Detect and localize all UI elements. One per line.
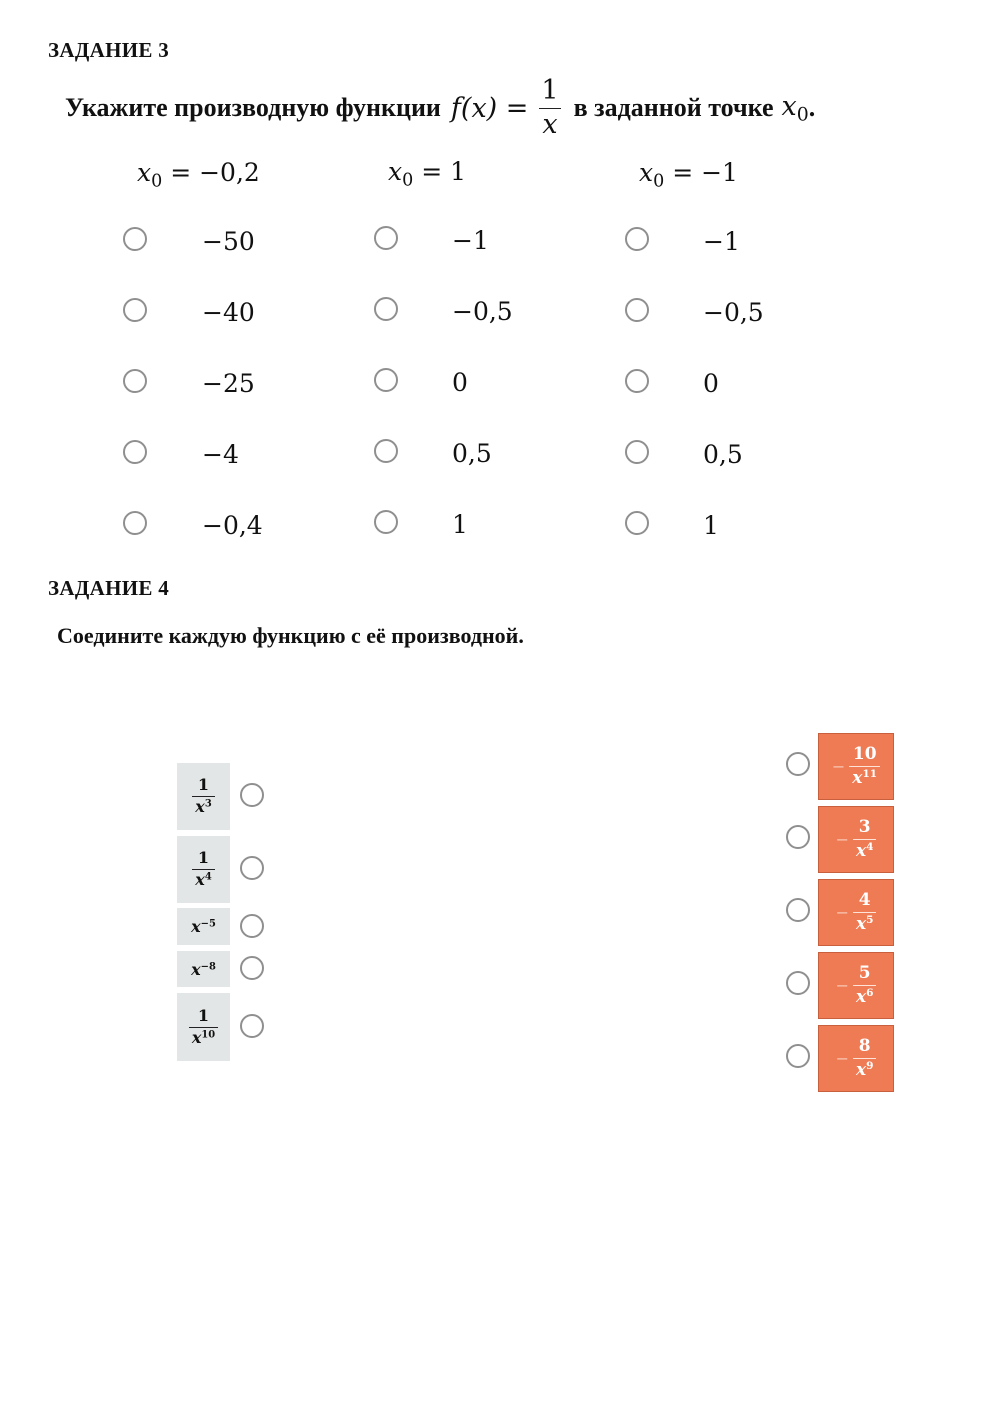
right-item-1[interactable]: − $\frac{10}{x^{11}}$ [818,733,894,800]
right-item-2[interactable]: − $\frac{3}{x^4}$ [818,806,894,873]
option-col3-4: 0,5 [703,440,743,469]
radio-col3-opt1[interactable] [625,227,649,251]
function-lhs: f(x) = [450,92,529,124]
column-header-1: $x_0 = -0,2$ [137,158,260,192]
left-item-3[interactable]: $x^{-5}$ [177,908,230,945]
column-header-3: $x_0 = -1$ [639,158,738,192]
radio-col2-opt5[interactable] [374,510,398,534]
radio-col2-opt1[interactable] [374,226,398,250]
function-denominator: x [539,108,560,139]
function-numerator: 1 [541,75,559,107]
radio-col1-opt2[interactable] [123,298,147,322]
radio-left-5[interactable] [240,1014,264,1038]
option-col1-4: −4 [202,440,239,469]
radio-right-3[interactable] [786,898,810,922]
radio-left-2[interactable] [240,856,264,880]
option-col1-3: −25 [202,369,255,398]
option-col2-1: −1 [452,226,489,255]
option-col2-4: 0,5 [452,439,492,468]
task4-prompt: Соедините каждую функцию с её производной. [57,623,524,648]
radio-col1-opt5[interactable] [123,511,147,535]
left-item-2[interactable]: $\frac{1}{x^4}$ [177,836,230,903]
option-col3-3: 0 [703,369,719,398]
task3-prompt-after: в заданной точке [573,93,774,122]
point-var: x [781,90,797,122]
radio-col3-opt4[interactable] [625,440,649,464]
radio-left-4[interactable] [240,956,264,980]
right-item-5[interactable]: − $\frac{8}{x^9}$ [818,1025,894,1092]
point-sub: 0 [796,103,809,126]
right-item-4[interactable]: − $\frac{5}{x^6}$ [818,952,894,1019]
option-col3-5: 1 [703,511,719,540]
radio-right-5[interactable] [786,1044,810,1068]
radio-col1-opt1[interactable] [123,227,147,251]
left-item-5[interactable]: $\frac{1}{x^{10}}$ [177,993,230,1061]
radio-left-3[interactable] [240,914,264,938]
left-item-1[interactable]: $\frac{1}{x^3}$ [177,763,230,830]
radio-col3-opt2[interactable] [625,298,649,322]
option-col1-1: −50 [202,227,255,256]
radio-right-4[interactable] [786,971,810,995]
radio-right-1[interactable] [786,752,810,776]
option-col3-2: −0,5 [703,298,764,327]
task3-heading: ЗАДАНИЕ 3 [48,38,169,62]
column-header-2: $x_0 = 1$ [388,157,467,191]
option-col2-2: −0,5 [452,297,513,326]
task3-prompt [65,68,815,148]
radio-col2-opt3[interactable] [374,368,398,392]
task3-prompt-before: Укажите производную функции [65,93,441,122]
option-col1-5: −0,4 [202,511,263,540]
radio-col2-opt2[interactable] [374,297,398,321]
radio-left-1[interactable] [240,783,264,807]
right-item-3[interactable]: − $\frac{4}{x^5}$ [818,879,894,946]
radio-col1-opt3[interactable] [123,369,147,393]
task3-period: . [808,93,816,122]
option-col1-2: −40 [202,298,255,327]
left-item-4[interactable]: $x^{-8}$ [177,951,230,987]
option-col3-1: −1 [703,227,740,256]
radio-col3-opt3[interactable] [625,369,649,393]
option-col2-3: 0 [452,368,468,397]
radio-col3-opt5[interactable] [625,511,649,535]
radio-right-2[interactable] [786,825,810,849]
radio-col1-opt4[interactable] [123,440,147,464]
option-col2-5: 1 [452,510,468,539]
radio-col2-opt4[interactable] [374,439,398,463]
task4-heading: ЗАДАНИЕ 4 [48,576,169,600]
